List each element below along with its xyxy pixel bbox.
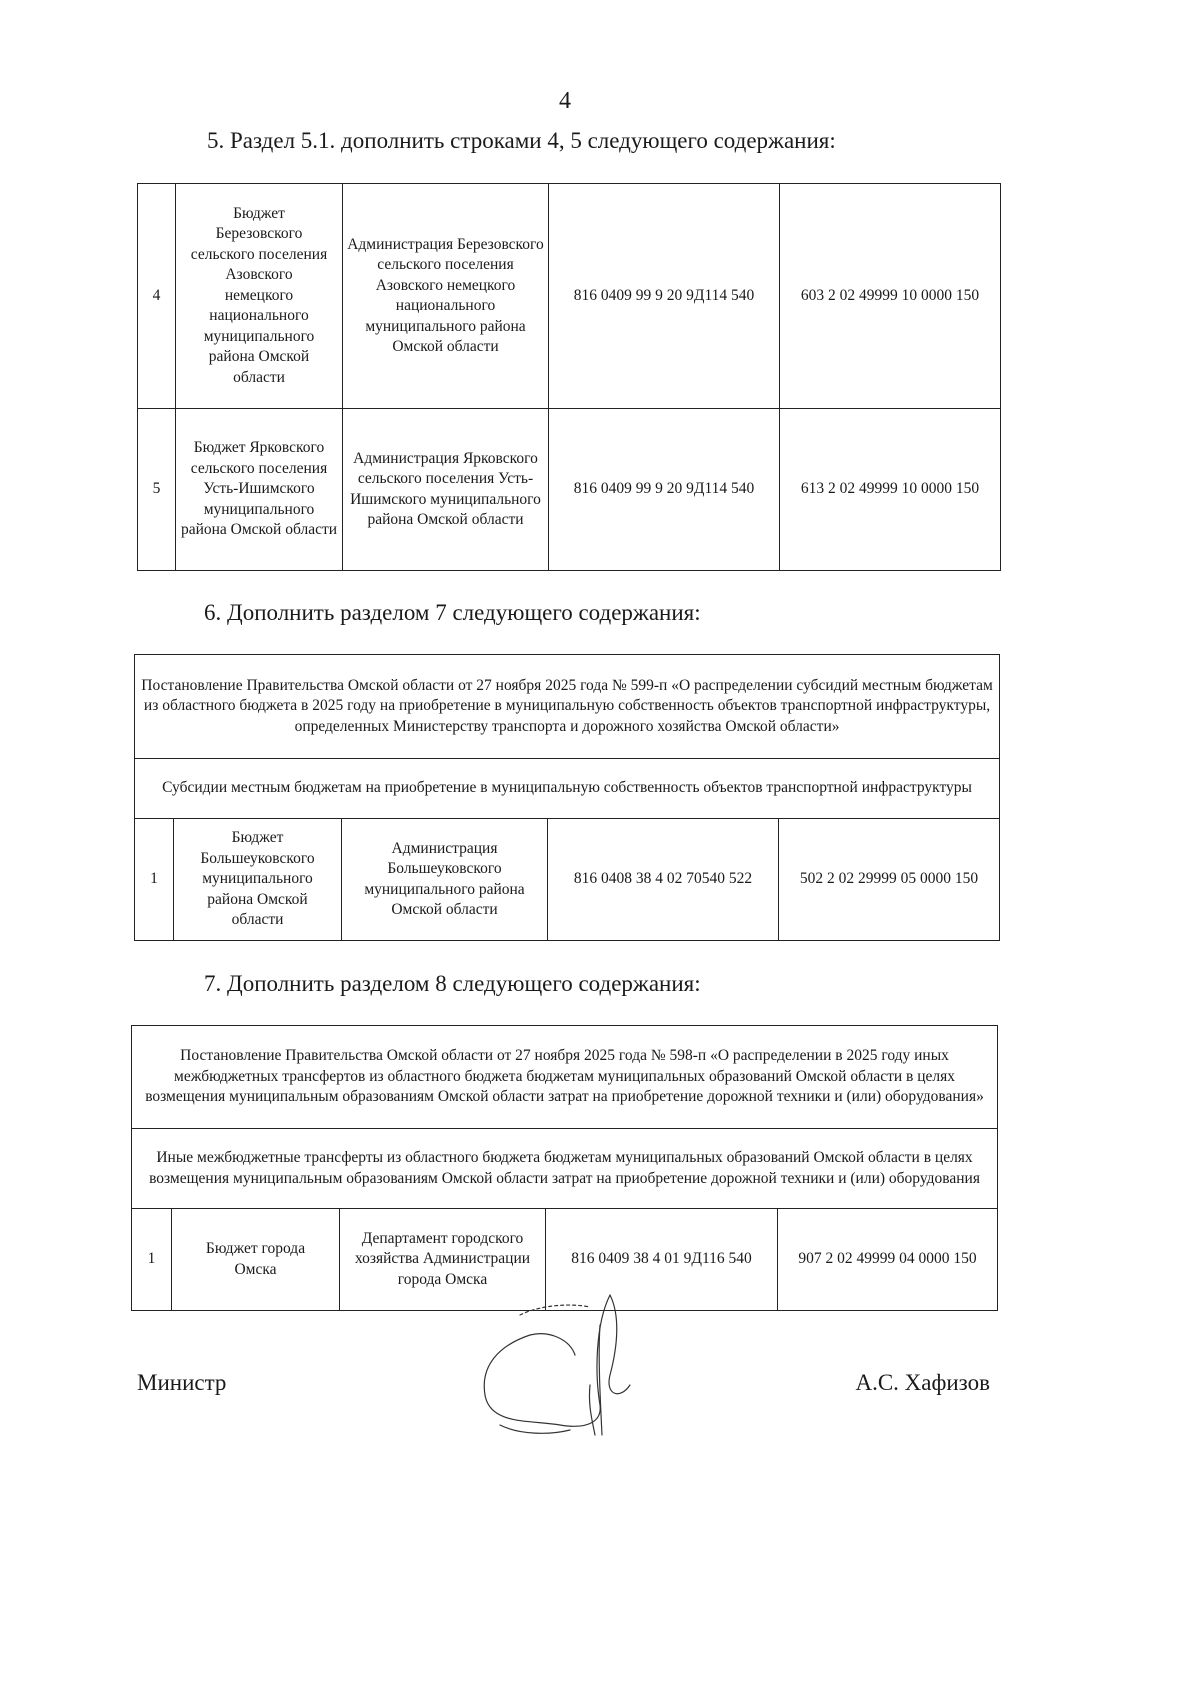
- table-row: [138, 184, 1001, 409]
- administrator-cell: Администрация Березовского сельского поселения Азовского немецкого национального муниципального района Омской области: [343, 184, 549, 409]
- handwritten-signature: [460, 1285, 660, 1455]
- signatory-name: А.С. Хафизов: [855, 1370, 990, 1395]
- section6-heading: 6. Дополнить разделом 7 следующего содержания:: [204, 600, 701, 625]
- section5-table: [137, 183, 1001, 571]
- row-number: 5: [138, 409, 176, 571]
- budget-cell: Бюджет города Омска: [172, 1209, 340, 1311]
- administrator-cell: Администрация Большеуковского муниципального района Омской области: [342, 819, 548, 941]
- resolution-title: Постановление Правительства Омской области от 27 ноября 2025 года № 598-п «О распределении в 2025 году иных межбюджетных трансфертов из областного бюджета бюджетам муниципальных образований Омской области в целях возмещения муниципальным образованиям Омской области затрат на приобретение дорожной техники и (или) оборудования»: [132, 1026, 998, 1129]
- row-number: 1: [135, 819, 174, 941]
- income-code-cell: 502 2 02 29999 05 0000 150: [779, 819, 1000, 941]
- resolution-title: Постановление Правительства Омской области от 27 ноября 2025 года № 599-п «О распределении субсидий местным бюджетам из областного бюджета в 2025 году на приобретение в муниципальную собственность объектов транспортной инфраструктуры, определенных Министерству транспорта и дорожного хозяйства Омской области»: [135, 655, 1000, 759]
- budget-cell: Бюджет Ярковского сельского поселения Усть-Ишимского муниципального района Омской области: [176, 409, 343, 571]
- expense-code-cell: 816 0409 99 9 20 9Д114 540: [549, 409, 780, 571]
- table-subtitle-row: [132, 1129, 998, 1209]
- page-number: 4: [559, 88, 571, 114]
- row-number: 4: [138, 184, 176, 409]
- table-row: [138, 409, 1001, 571]
- table-title-row: [135, 655, 1000, 759]
- subsidy-title: Субсидии местным бюджетам на приобретение в муниципальную собственность объектов транспортной инфраструктуры: [135, 759, 1000, 819]
- section7-table: [131, 1025, 998, 1311]
- income-code-cell: 907 2 02 49999 04 0000 150: [778, 1209, 998, 1311]
- administrator-cell: Администрация Ярковского сельского поселения Усть-Ишимского муниципального района Омской области: [343, 409, 549, 571]
- table-row: [135, 819, 1000, 941]
- expense-code-cell: 816 0409 99 9 20 9Д114 540: [549, 184, 780, 409]
- table-subtitle-row: [135, 759, 1000, 819]
- section7-heading: 7. Дополнить разделом 8 следующего содержания:: [204, 971, 701, 996]
- signatory-position: Министр: [137, 1370, 227, 1395]
- expense-code-cell: 816 0409 38 4 01 9Д116 540: [546, 1209, 778, 1311]
- expense-code-cell: 816 0408 38 4 02 70540 522: [548, 819, 779, 941]
- section5-heading: 5. Раздел 5.1. дополнить строками 4, 5 следующего содержания:: [207, 128, 836, 153]
- budget-cell: Бюджет Березовского сельского поселения Азовского немецкого национального муниципального района Омской области: [176, 184, 343, 409]
- budget-cell: Бюджет Большеуковского муниципального района Омской области: [174, 819, 342, 941]
- income-code-cell: 603 2 02 49999 10 0000 150: [780, 184, 1001, 409]
- administrator-cell: Департамент городского хозяйства Администрации города Омска: [340, 1209, 546, 1311]
- row-number: 1: [132, 1209, 172, 1311]
- transfer-title: Иные межбюджетные трансферты из областного бюджета бюджетам муниципальных образований Омской области в целях возмещения муниципальным образованиям Омской области затрат на приобретение дорожной техники и (или) оборудования: [132, 1129, 998, 1209]
- table-title-row: [132, 1026, 998, 1129]
- section6-table: [134, 654, 1000, 941]
- income-code-cell: 613 2 02 49999 10 0000 150: [780, 409, 1001, 571]
